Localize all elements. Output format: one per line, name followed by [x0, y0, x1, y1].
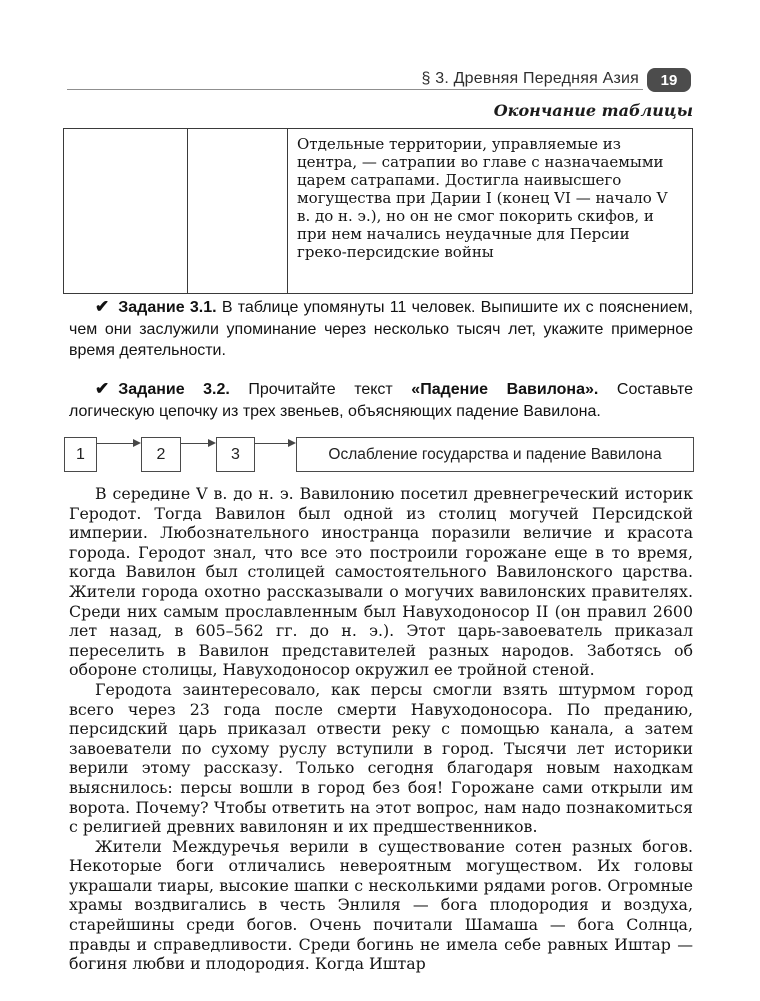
paragraph-mesopotamian-gods: Жители Междуречья верили в существование сотен разных богов. Некоторые боги отличались невероятным могуществом. Их головы украшали тиары, высокие шапки с несколькими рядами рогов. Огромные храмы воздвигались в честь Энлиля — бога плодородия и воздуха, старейшины среди богов. Очень почитали Шамаша — бога Солнца, правды и справедливости. Среди богинь не имела себе равных Иштар — богиня любви и плодородия. Когда Иштар [69, 836, 693, 974]
arrow-right-icon [181, 443, 208, 444]
page-number-badge: 19 [647, 68, 691, 92]
table-continuation-caption: Окончание таблицы [493, 101, 693, 120]
task-3-2-highlight: «Падение Вавилона». [411, 381, 599, 398]
task-3-2-text-after: Составьте логическую цепочку из трех звеньев, объясняющих падение Вавилона. [69, 381, 694, 420]
logic-chain-diagram [0, 437, 760, 473]
arrow-right-icon [97, 443, 133, 444]
page-header-title: § 3. Древняя Передняя Азия [421, 70, 639, 87]
table-cell-col1 [64, 129, 188, 294]
paragraph-herodotus-visit: В середине V в. до н. э. Вавилонию посетил древнегреческий историк Геродот. Тогда Вавилон был одной из столиц могучей Персидской империи. Любознательного иностранца поразили величие и красота города. Геродот знал, что все это построили горожане еще в то время, когда Вавилон был столицей самостоятельного Вавилонского царства. Жители города охотно рассказывали о могучих вавилонских правителях. Среди них самым прославленным был Навуходоносор II (он правил 2600 лет назад, в 605–562 гг. до н. э.). Этот царь-завоеватель приказал переселить в Вавилон представителей разных народов. Заботясь об обороне столицы, Навуходоносор окружил ее тройной стеной. [69, 484, 693, 680]
arrow-right-icon [255, 443, 288, 444]
table-row [64, 129, 693, 294]
task-3-1 [69, 296, 693, 362]
task-3-2 [69, 378, 693, 422]
paragraph-persian-capture: Геродота заинтересовало, как персы смогли взять штурмом город всего через 23 года после смерти Навуходоносора. По преданию, персидский царь приказал отвести реку с помощью канала, а затем завоеватели по сухому руслу вступили в город. Тысячи лет историки верили этому рассказу. Только сегодня благодаря новым находкам выяснилось: персы вошли в город без боя! Горожане сами открыли им ворота. Почему? Чтобы ответить на этот вопрос, нам надо познакомиться с религией древних вавилонян и их предшественников. [69, 679, 693, 837]
continuation-table [63, 128, 693, 294]
chain-result-box: Ослабление государства и падение Вавилона [296, 437, 694, 472]
task-3-1-text: В таблице упомянуты 11 человек. Выпишите их с пояснением, чем они заслужили упоминание через несколько тысяч лет, укажите примерное время деятельности. [69, 299, 693, 360]
task-3-1-label: Задание 3.1. [118, 299, 217, 316]
chain-box-2: 2 [141, 437, 181, 472]
table-cell-col3: Отдельные территории, управляемые из центра, — сатрапии во главе с назначаемыми царем сатрапами. Достигла наивысшего могущества при Дарии I (конец VI — начало V в. до н. э.), но он не смог покорить скифов, и при нем начались неудачные для Персии греко-персидские войны [288, 129, 693, 294]
checkmark-icon: ✔ [95, 297, 110, 316]
task-3-2-text-before: Прочитайте текст [248, 381, 393, 398]
table-cell-col2 [188, 129, 288, 294]
body-text [69, 484, 693, 974]
task-3-2-label: Задание 3.2. [118, 381, 230, 398]
chain-box-1: 1 [64, 437, 97, 472]
header-rule [67, 89, 643, 90]
chain-box-3: 3 [216, 437, 255, 472]
checkmark-icon: ✔ [95, 379, 110, 398]
